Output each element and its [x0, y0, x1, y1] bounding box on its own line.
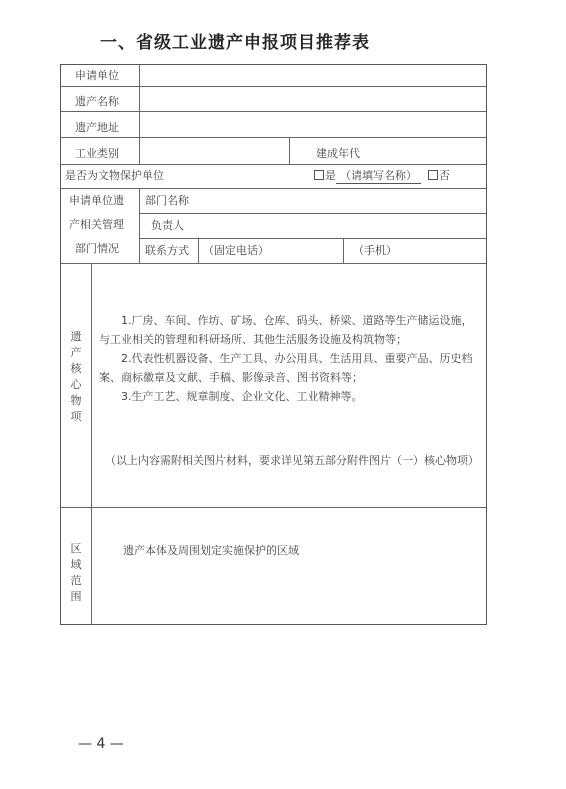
person-in-charge-label: 负责人 [151, 219, 184, 232]
applicant-label: 申请单位 [75, 69, 119, 82]
core-item-1: 1.厂房、车间、作坊、矿场、仓库、码头、桥梁、道路等生产储运设施，与工业相关的管理和科研场所、其他生活服务设施及构筑物等； [99, 314, 473, 346]
core-item-3: 3.生产工艺、规章制度、企业文化、工业精神等。 [121, 390, 363, 403]
industry-category-label: 工业类别 [75, 147, 119, 160]
col-divider [343, 238, 344, 263]
cultural-relic-options [314, 169, 450, 184]
col-divider [289, 137, 290, 164]
row-divider [139, 213, 486, 214]
dept-label-line-3: 部门情况 [75, 242, 119, 255]
row-divider [139, 238, 486, 239]
relic-name-field[interactable]: （请填写名称） [336, 169, 421, 184]
landline-field[interactable]: （固定电话） [203, 244, 269, 257]
no-label: 否 [439, 169, 450, 182]
area-label: 区域范围 [70, 542, 82, 603]
page-title: 一、省级工业遗产申报项目推荐表 [100, 33, 370, 53]
row-divider [61, 137, 486, 138]
dept-label-line-2: 产相关管理 [69, 218, 124, 231]
row-divider [61, 86, 486, 87]
area-content: 遗产本体及周围划定实施保护的区域 [123, 544, 299, 557]
dept-label-line-1: 申请单位遗 [69, 194, 124, 207]
heritage-address-label: 遗产地址 [75, 121, 119, 134]
mobile-field[interactable]: （手机） [353, 244, 397, 257]
page-number: — 4 — [78, 736, 124, 752]
core-items-label: 遗产核心物项 [70, 330, 82, 423]
application-form-table [60, 64, 487, 625]
yes-label: 是 [325, 169, 336, 182]
heritage-name-label: 遗产名称 [75, 95, 119, 108]
core-items-note: （以上内容需附相关图片材料，要求详见第五部分附件图片（一）核心物项） [105, 454, 479, 467]
contact-label: 联系方式 [145, 244, 189, 257]
row-divider [61, 164, 486, 165]
no-checkbox[interactable] [428, 170, 438, 180]
core-item-2: 2.代表性机器设备、生产工具、办公用具、生活用具、重要产品、历史档案、商标徽章及文献、手稿、影像录音、图书资料等； [99, 352, 473, 384]
row-divider [61, 188, 486, 189]
yes-checkbox[interactable] [314, 170, 324, 180]
built-year-label: 建成年代 [316, 147, 360, 160]
row-divider [61, 263, 486, 264]
dept-name-label: 部门名称 [145, 194, 189, 207]
row-divider [61, 507, 486, 508]
col-divider [198, 238, 199, 263]
row-divider [61, 111, 486, 112]
col-divider [139, 188, 140, 263]
col-divider [139, 65, 140, 164]
col-divider [91, 263, 92, 624]
cultural-relic-label: 是否为文物保护单位 [65, 169, 164, 182]
